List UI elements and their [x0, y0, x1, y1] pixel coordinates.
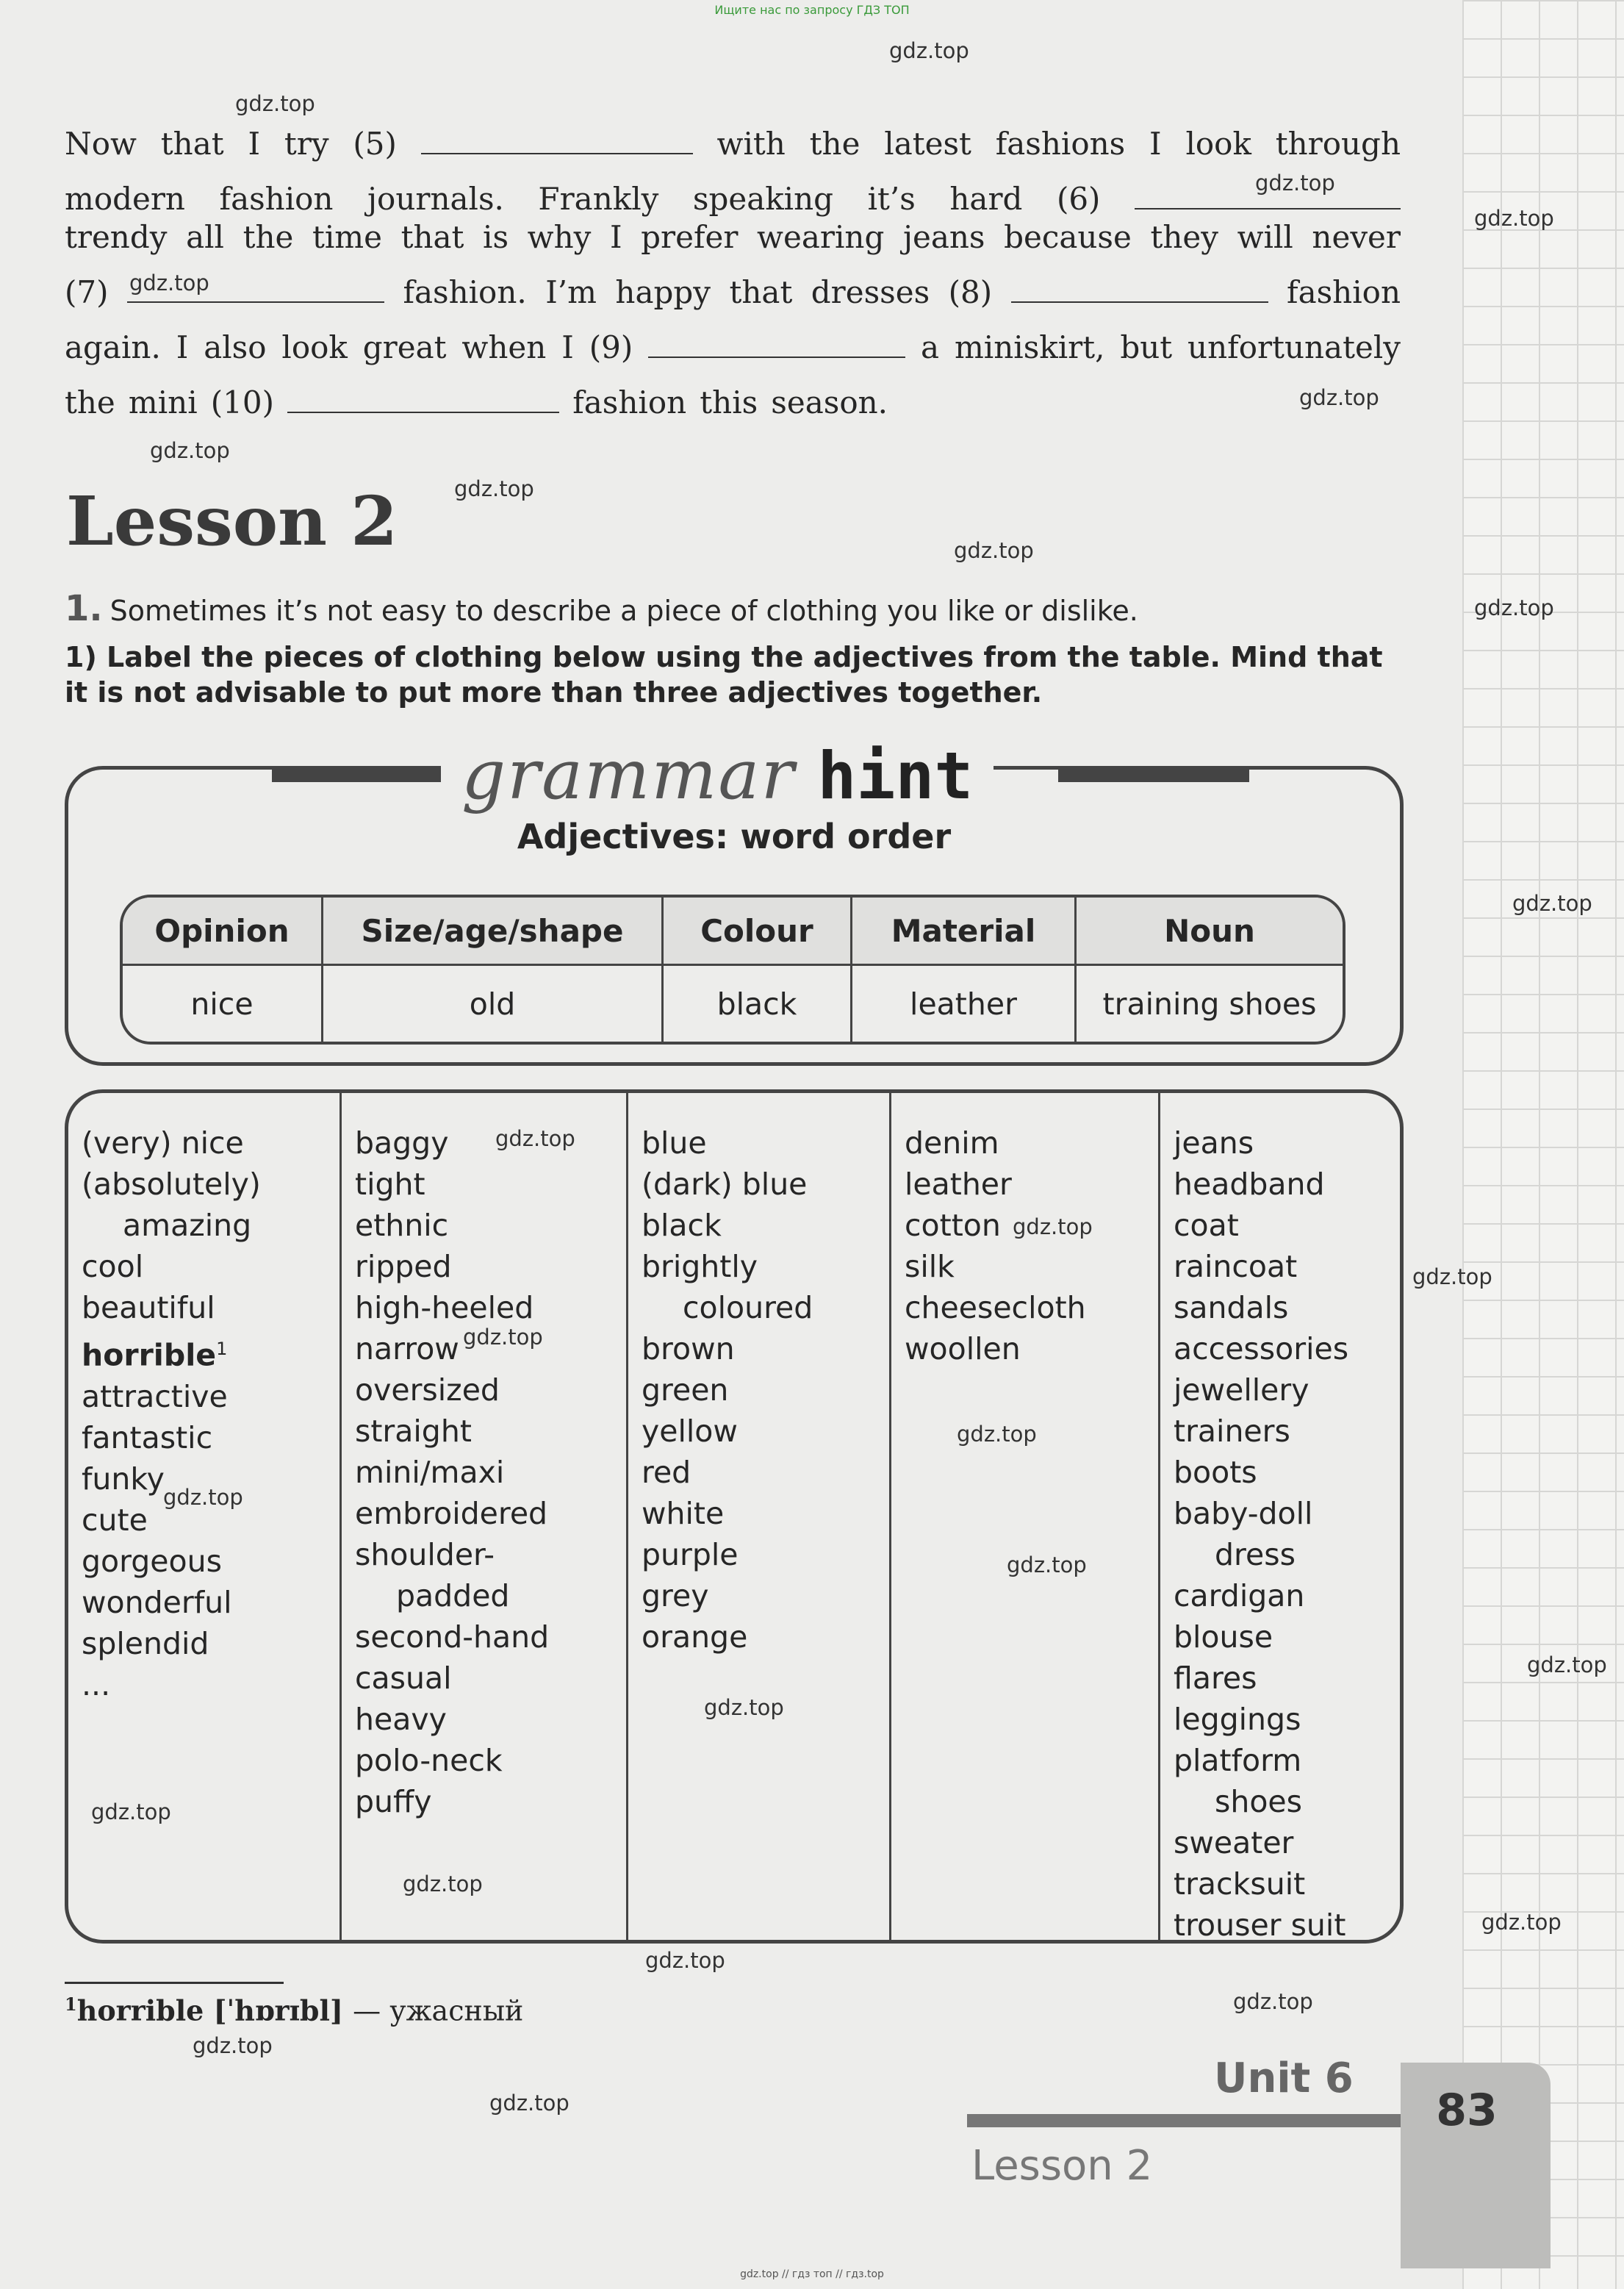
watermark: gdz.top [163, 1485, 243, 1510]
column-header: Material [852, 898, 1074, 966]
grammar-hint-title [441, 735, 994, 814]
table-word: blue [642, 1125, 707, 1161]
table-word: embroidered [355, 1496, 548, 1531]
word-order-column [123, 898, 323, 1042]
watermark: gdz.top [1512, 891, 1592, 916]
column-header: Noun [1077, 898, 1343, 966]
footnote-mark: 1 [65, 1994, 77, 2015]
table-word: silk [905, 1249, 955, 1284]
table-word: purple [642, 1537, 739, 1572]
column-header: Size/age/shape [323, 898, 661, 966]
table-word: blouse [1174, 1619, 1273, 1655]
answer-blank-6[interactable] [1135, 186, 1401, 209]
table-word: oversized [355, 1372, 500, 1408]
adjectives-table [65, 1089, 1404, 1944]
table-word: sandals [1174, 1290, 1289, 1325]
table-word: brown [642, 1331, 735, 1366]
table-word: accessories [1174, 1331, 1349, 1366]
watermark: gdz.top [645, 1948, 725, 1973]
watermark: gdz.top [489, 2091, 570, 2116]
table-word: padded [396, 1578, 510, 1613]
word-order-column [664, 898, 852, 1042]
table-word: flares [1174, 1661, 1257, 1696]
top-note: Ищите нас по запросу ГДЗ ТОП [714, 3, 910, 17]
table-word: white [642, 1496, 725, 1531]
table-word [82, 1328, 339, 1376]
grid-paper-margin [1462, 0, 1624, 2289]
watermark: gdz.top [1233, 1989, 1313, 2014]
table-word: yellow [642, 1414, 738, 1449]
table-word: gorgeous [82, 1543, 222, 1579]
watermark: gdz.top [1474, 595, 1554, 620]
watermark: gdz.top [1481, 1910, 1562, 1935]
colour-column [628, 1093, 891, 1940]
table-word: fantastic [82, 1419, 213, 1455]
grammar-hint-heading: Adjectives: word order [517, 817, 952, 856]
watermark: gdz.top [193, 2033, 273, 2058]
table-word: cute [82, 1502, 148, 1538]
material-column [891, 1093, 1160, 1940]
table-word: trouser suit [1174, 1908, 1346, 1943]
pencil-icon [272, 766, 441, 782]
table-word: coloured [683, 1290, 813, 1325]
table-word: platform [1174, 1743, 1302, 1778]
table-word: (absolutely) [82, 1167, 261, 1202]
table-word: straight [355, 1414, 472, 1449]
watermark: gdz.top [957, 1422, 1037, 1447]
exercise-1 [65, 588, 1138, 629]
table-word: cotton [905, 1208, 1001, 1243]
watermark: gdz.top [1255, 171, 1335, 196]
exercise-instruction: 1) Label the pieces of clothing below using the adjectives from the table. Mind that it is not advisable to put more than three adjectives together. [65, 641, 1383, 709]
table-word: cardigan [1174, 1578, 1305, 1613]
table-word: green [642, 1372, 729, 1408]
column-example: nice [190, 986, 254, 1022]
table-word: cool [82, 1249, 144, 1284]
footnote-divider [65, 1982, 284, 1984]
answer-blank-5[interactable] [421, 131, 693, 154]
watermark: gdz.top [1013, 1214, 1093, 1239]
exercise-number: 1. [65, 588, 103, 629]
table-word: ripped [355, 1249, 452, 1284]
watermark: gdz.top [704, 1695, 784, 1720]
footnote-transcription: [ˈhɒrɪbl] [213, 1994, 343, 2027]
footnote [65, 1994, 523, 2027]
watermark: gdz.top [454, 476, 534, 501]
page-number: 83 [1436, 2085, 1498, 2136]
table-word: headband [1174, 1167, 1325, 1202]
watermark: gdz.top [1299, 385, 1379, 410]
table-word: amazing [123, 1208, 252, 1243]
table-word: baby-doll [1174, 1496, 1313, 1531]
opinion-column [68, 1093, 342, 1940]
footnote-word: horrible [76, 1994, 204, 2027]
table-word: polo-neck [355, 1743, 503, 1778]
watermark: gdz.top [463, 1325, 543, 1350]
word-order-column [1077, 898, 1343, 1042]
passage-line: again. I also look great when I (9) a miniskirt, but unfortunately [65, 329, 1401, 365]
answer-blank-8[interactable] [1011, 279, 1268, 303]
table-word: leggings [1174, 1702, 1301, 1737]
answer-blank-9[interactable] [648, 334, 905, 358]
passage-line: (7) fashion. I’m happy that dresses (8) fashion [65, 274, 1401, 310]
footnote-translation: — ужасный [353, 1994, 524, 2027]
table-word: shoulder- [355, 1537, 495, 1572]
column-header: Opinion [123, 898, 321, 966]
noun-column [1160, 1093, 1400, 1943]
passage-line: modern fashion journals. Frankly speaking it’s hard (6) [65, 171, 1401, 226]
table-word: brightly [642, 1249, 758, 1284]
table-word: grey [642, 1578, 709, 1613]
pencil-icon [1058, 766, 1249, 782]
size-age-shape-column [342, 1093, 628, 1940]
watermark: gdz.top [129, 271, 209, 295]
table-word: (very) nice [82, 1125, 244, 1161]
table-word-text: horrible [82, 1337, 217, 1373]
table-word: black [642, 1208, 722, 1243]
answer-blank-7[interactable] [127, 279, 384, 303]
table-word: ... [82, 1666, 111, 1702]
table-word: high-heeled [355, 1290, 534, 1325]
table-word: shoes [1215, 1784, 1303, 1819]
table-word: funky [82, 1461, 165, 1497]
exercise-text: Sometimes it’s not easy to describe a piece of clothing you like or dislike. [109, 595, 1138, 627]
word-order-column [323, 898, 664, 1042]
table-word: splendid [82, 1625, 209, 1661]
word-order-column [852, 898, 1077, 1042]
watermark: gdz.top [1007, 1552, 1087, 1577]
table-word: casual [355, 1661, 452, 1696]
unit-label: Unit 6 [1214, 2055, 1354, 2102]
table-word: heavy [355, 1702, 447, 1737]
table-word: wonderful [82, 1584, 232, 1620]
table-word: denim [905, 1125, 999, 1161]
word-order-table [120, 895, 1345, 1045]
bottom-note: gdz.top // гдз топ // гдз.top [740, 2268, 884, 2280]
table-word: narrow [355, 1331, 459, 1366]
table-word: dress [1215, 1537, 1296, 1572]
footer-bar [967, 2114, 1408, 2127]
table-word: puffy [355, 1784, 432, 1819]
watermark: gdz.top [91, 1799, 171, 1824]
column-example: old [469, 986, 516, 1022]
table-word: boots [1174, 1455, 1257, 1490]
table-word: woollen [905, 1331, 1021, 1366]
watermark: gdz.top [1474, 206, 1554, 231]
table-word: sweater [1174, 1825, 1294, 1860]
table-word: beautiful [82, 1290, 215, 1325]
table-word: coat [1174, 1208, 1239, 1243]
table-word: ethnic [355, 1208, 449, 1243]
table-word: tight [355, 1167, 425, 1202]
watermark: gdz.top [1412, 1264, 1492, 1289]
column-header: Colour [664, 898, 850, 966]
table-word: jeans [1174, 1125, 1254, 1161]
table-word: orange [642, 1619, 748, 1655]
passage-line: the mini (10) fashion this season. [65, 384, 888, 420]
table-word: attractive [82, 1378, 228, 1414]
watermark: gdz.top [150, 438, 230, 463]
footnote-mark: 1 [216, 1339, 228, 1359]
watermark: gdz.top [495, 1126, 575, 1151]
watermark: gdz.top [954, 538, 1034, 563]
watermark: gdz.top [403, 1871, 483, 1896]
table-word: raincoat [1174, 1249, 1298, 1284]
table-word: leather [905, 1167, 1012, 1202]
grammar-word: grammar [461, 735, 796, 815]
answer-blank-10[interactable] [287, 390, 559, 413]
lesson-title: Lesson 2 [66, 481, 398, 561]
table-word: cheesecloth [905, 1290, 1086, 1325]
passage-line: Now that I try (5) with the latest fashions I look through [65, 126, 1401, 162]
table-word: jewellery [1174, 1372, 1309, 1408]
table-word: red [642, 1455, 691, 1490]
watermark: gdz.top [1527, 1652, 1607, 1677]
table-word: second-hand [355, 1619, 550, 1655]
watermark: gdz.top [889, 38, 969, 63]
passage-line: trendy all the time that is why I prefer wearing jeans because they will never [65, 219, 1401, 255]
column-example: leather [910, 986, 1017, 1022]
hint-word: hint [817, 738, 974, 814]
table-word: mini/maxi [355, 1455, 505, 1490]
column-example: black [716, 986, 797, 1022]
lesson-label: Lesson 2 [971, 2142, 1153, 2190]
table-word: trainers [1174, 1414, 1290, 1449]
watermark: gdz.top [235, 91, 315, 116]
column-example: training shoes [1102, 986, 1317, 1022]
table-word: tracksuit [1174, 1866, 1306, 1902]
table-word: baggy [355, 1125, 449, 1161]
table-word: (dark) blue [642, 1167, 808, 1202]
